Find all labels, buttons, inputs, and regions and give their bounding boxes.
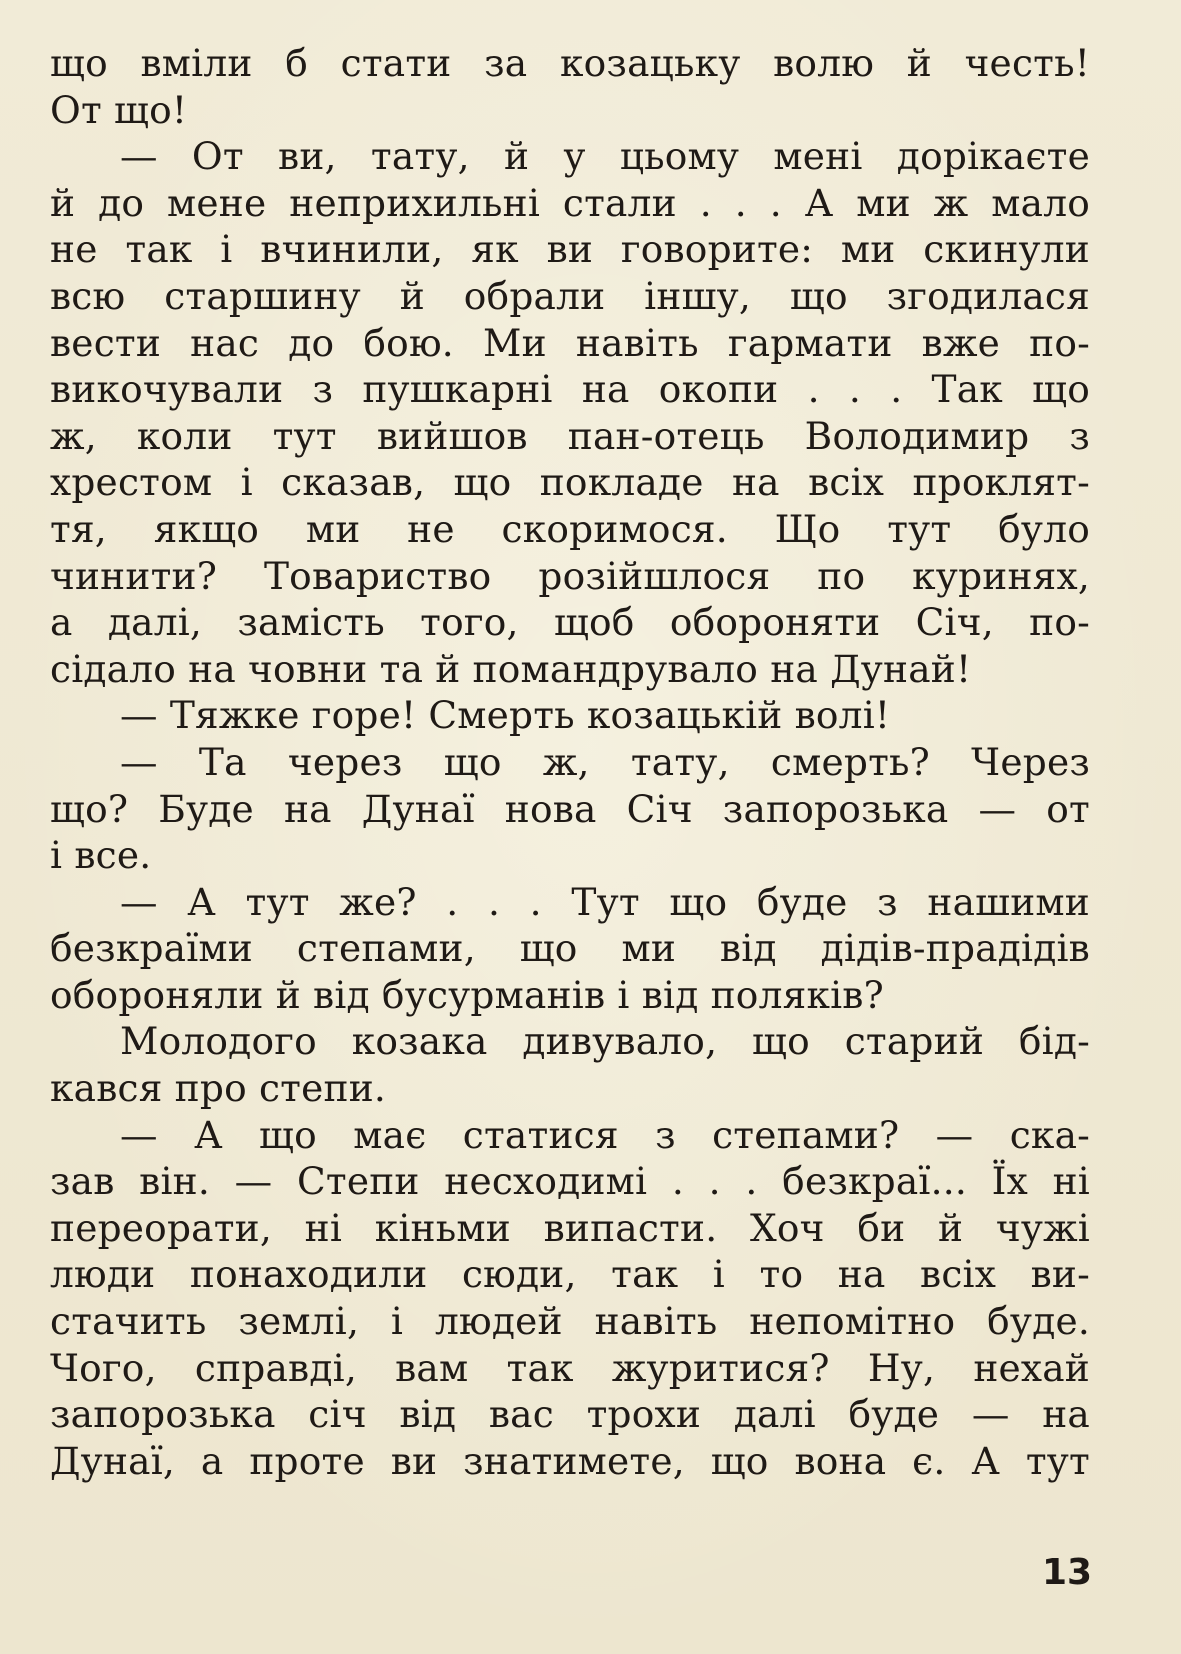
- text-line: — Та через що ж, тату, смерть? Через: [120, 739, 1090, 784]
- text-line: — От ви, тату, й у цьому мені дорікаєте: [120, 134, 1090, 179]
- text-line: Дунаї, а проте ви знатимете, що вона є. А тут: [50, 1438, 1090, 1483]
- text-line: люди понаходили сюди, так і то на всіх ви-: [50, 1252, 1090, 1297]
- text-line: що? Буде на Дунаї нова Січ запорозька — от: [50, 786, 1090, 831]
- page-number: 13: [1042, 1552, 1093, 1593]
- text-line: тя, якщо ми не скоримося. Що тут було: [50, 506, 1090, 551]
- text-line: не так і вчинили, як ви говорите: ми скинули: [50, 227, 1090, 272]
- body-text: [50, 40, 1090, 1484]
- text-line: безкраїми степами, що ми від дідів-прадідів: [50, 926, 1090, 971]
- text-line: обороняли й від бусурманів і від поляків?: [50, 972, 884, 1017]
- text-line: Молодого козака дивувало, що старий бід-: [120, 1019, 1090, 1064]
- text-line: — Тяжке горе! Смерть козацькій волі!: [120, 693, 891, 738]
- text-line: що вміли б стати за козацьку волю й честь!: [50, 41, 1090, 85]
- text-line: чинити? Товариство розійшлося по куринях,: [50, 553, 1090, 598]
- text-line: зав він. — Степи несходимі . . . безкраї... Їх ні: [50, 1159, 1090, 1204]
- text-line: запорозька січ від вас трохи далі буде — на: [50, 1392, 1090, 1437]
- text-line: всю старшину й обрали іншу, що згодилася: [50, 273, 1090, 318]
- text-line: Чого, справді, вам так журитися? Ну, нехай: [50, 1345, 1090, 1390]
- text-line: От що!: [50, 87, 188, 132]
- text-line: сідало на човни та й помандрувало на Дунай!: [50, 646, 972, 691]
- text-line: кався про степи.: [50, 1066, 387, 1111]
- text-line: і все.: [50, 833, 152, 878]
- text-line: викочували з пушкарні на окопи . . . Так що: [50, 367, 1090, 412]
- text-line: хрестом і сказав, що покладе на всіх проклят-: [50, 460, 1090, 505]
- text-line: — А тут же? . . . Тут що буде з нашими: [120, 879, 1090, 924]
- text-line: а далі, замість того, щоб обороняти Січ, по-: [50, 600, 1090, 645]
- text-line: — А що має статися з степами? — ска-: [120, 1112, 1090, 1157]
- text-line: ж, коли тут вийшов пан-отець Володимир з: [50, 413, 1090, 458]
- text-line: переорати, ні кіньми випасти. Хоч би й чужі: [50, 1205, 1090, 1250]
- text-line: вести нас до бою. Ми навіть гармати вже по-: [50, 320, 1090, 365]
- text-line: стачить землі, і людей навіть непомітно буде.: [50, 1299, 1090, 1344]
- text-line: й до мене неприхильні стали . . . А ми ж мало: [50, 180, 1090, 225]
